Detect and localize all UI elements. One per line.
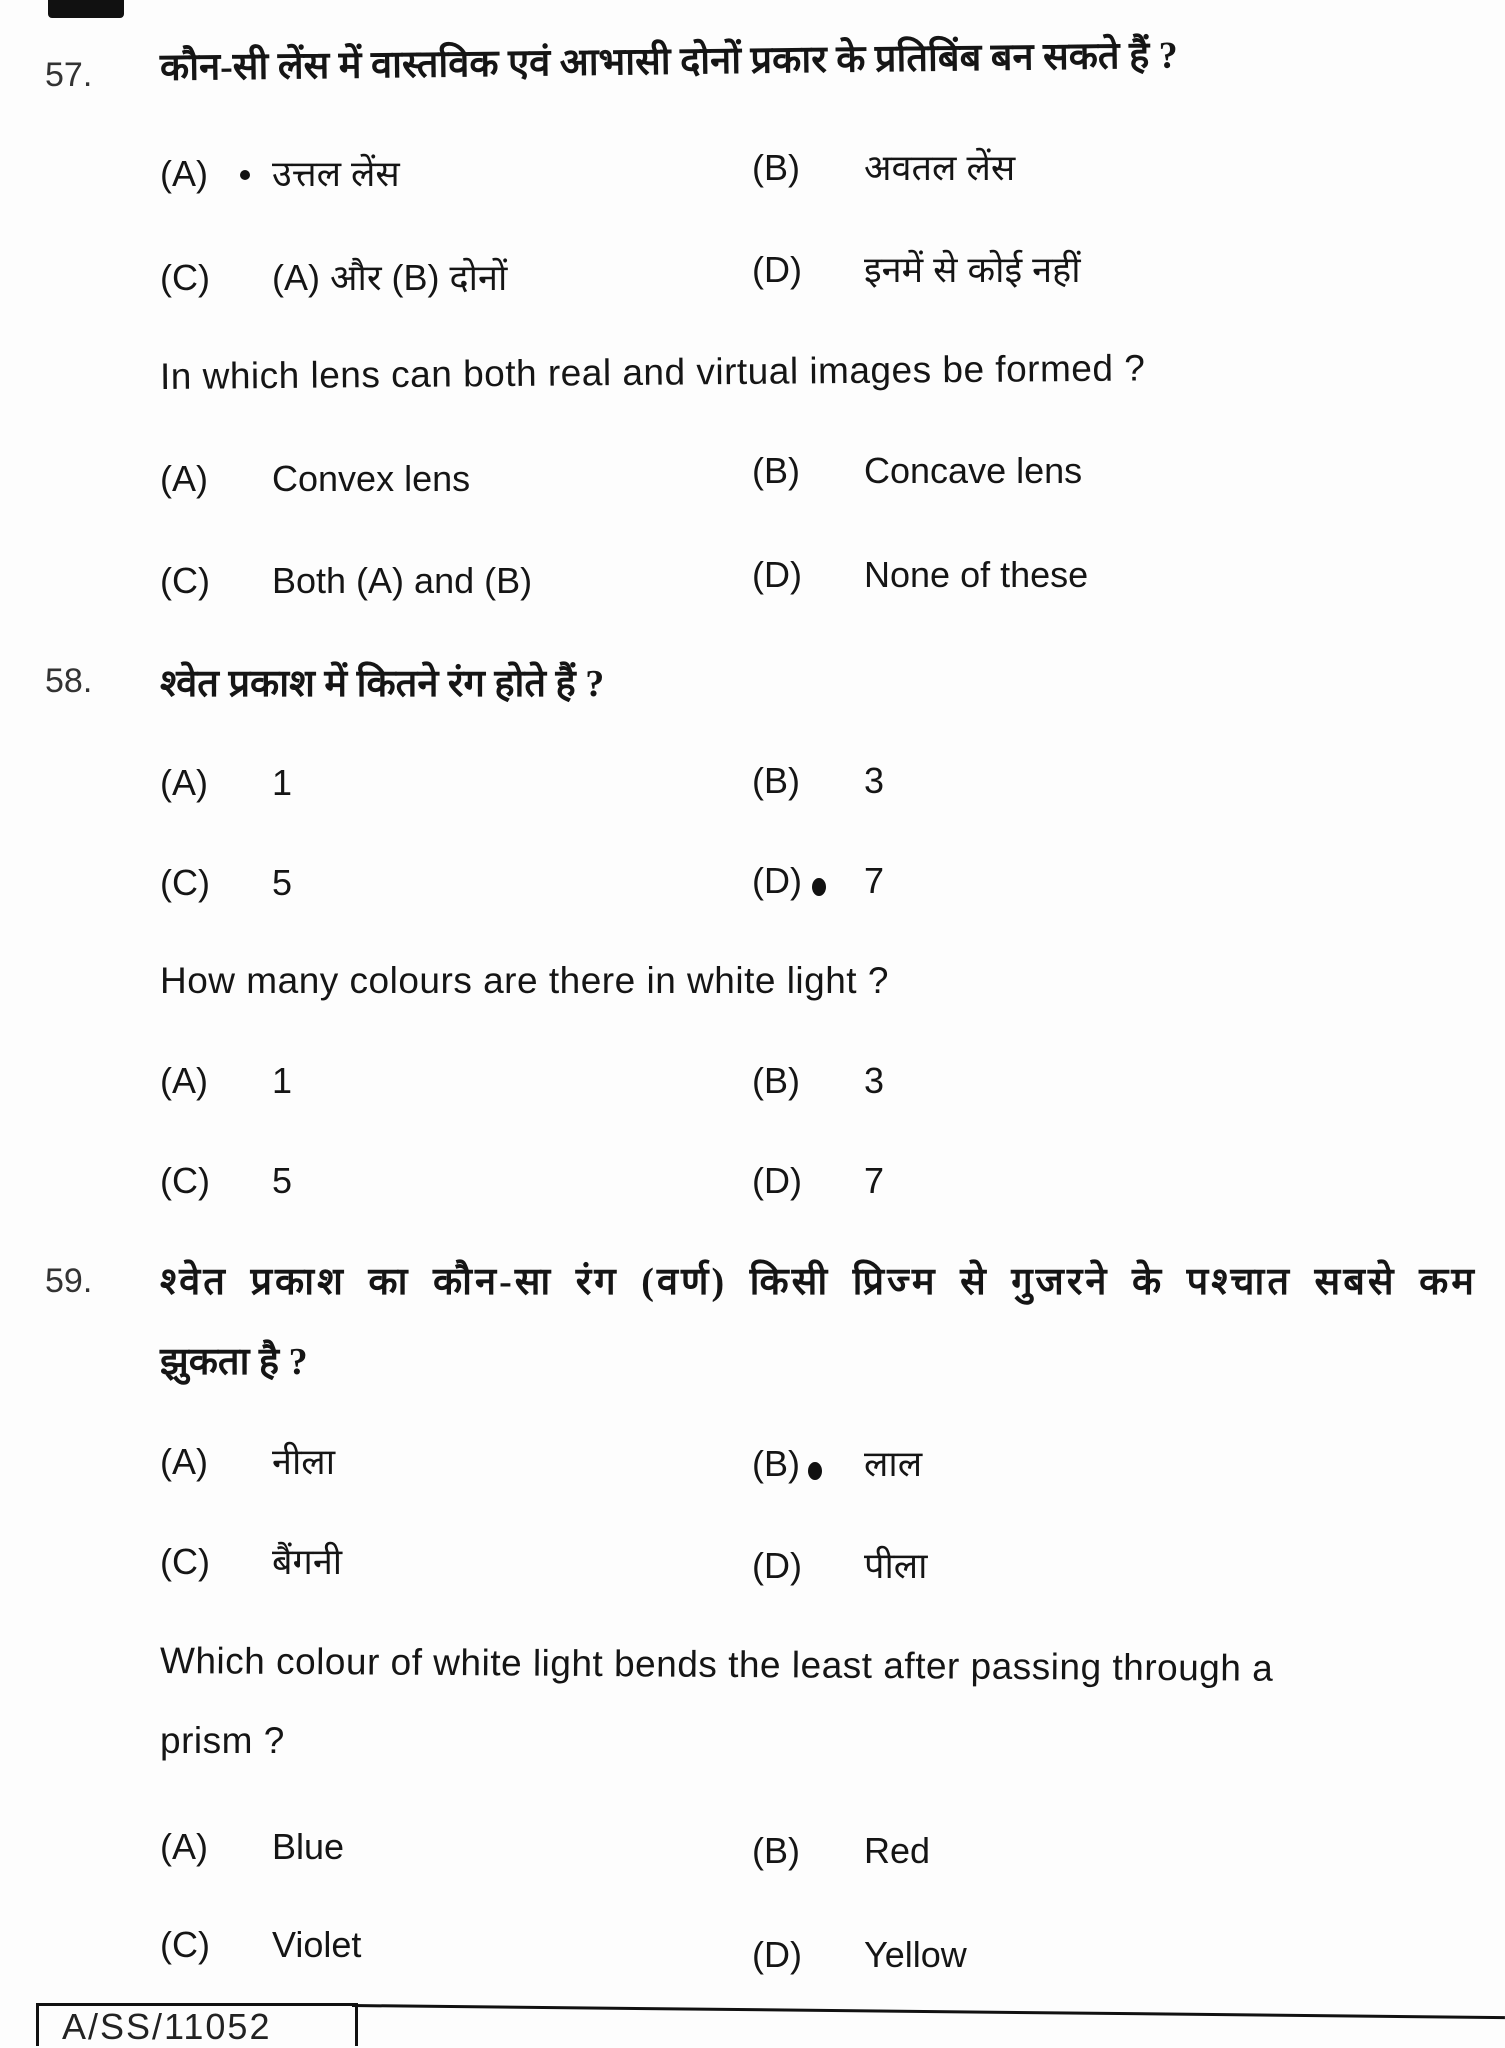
question-stem-english-line2: prism ? bbox=[160, 1720, 285, 1761]
option-d-english[interactable]: (D) None of these bbox=[752, 554, 1089, 595]
question-number: 57. bbox=[45, 56, 93, 94]
question-stem-hindi: श्वेत प्रकाश में कितने रंग होते हैं ? bbox=[160, 663, 605, 705]
option-a-hindi[interactable]: (A) 1 bbox=[160, 762, 293, 803]
footer-rule bbox=[352, 2004, 1505, 2019]
question-number: 59. bbox=[45, 1262, 93, 1300]
question-number: 58. bbox=[45, 662, 93, 700]
answer-mark-icon bbox=[808, 1462, 822, 1480]
option-c-english[interactable]: (C) Violet bbox=[160, 1924, 362, 1965]
option-d-english[interactable]: (D) Yellow bbox=[752, 1934, 967, 1975]
option-b-english[interactable]: (B) Red bbox=[752, 1830, 931, 1871]
option-c-english[interactable]: (C) 5 bbox=[160, 1160, 293, 1201]
question-stem-hindi-line2: झुकता है ? bbox=[160, 1341, 308, 1383]
option-a-english[interactable]: (A) Blue bbox=[160, 1826, 345, 1867]
option-a-hindi[interactable]: (A) नीला bbox=[160, 1441, 336, 1482]
option-d-hindi[interactable]: (D) इनमें से कोई नहीं bbox=[752, 249, 1081, 290]
question-stem-english: How many colours are there in white light ? bbox=[160, 960, 889, 1001]
footer-code: A/SS/11052 bbox=[62, 2006, 272, 2047]
option-d-hindi[interactable]: (D) 7 bbox=[752, 860, 885, 901]
question-stem-english-line1: Which colour of white light bends the least after passing through a bbox=[159, 1640, 1274, 1689]
question-stem-english: In which lens can both real and virtual images be formed ? bbox=[159, 347, 1146, 397]
option-c-hindi[interactable]: (C) 5 bbox=[160, 862, 293, 903]
option-c-english[interactable]: (C) Both (A) and (B) bbox=[160, 560, 533, 601]
option-a-english[interactable]: (A) Convex lens bbox=[160, 458, 471, 499]
option-c-hindi[interactable]: (C) (A) और (B) दोनों bbox=[160, 257, 508, 298]
question-stem-hindi-line1: श्वेत प्रकाश का कौन-सा रंग (वर्ण) किसी प्रिज्म से गुजरने के पश्चात सबसे कम bbox=[160, 1261, 1478, 1303]
option-a-hindi[interactable]: (A) उत्तल लेंस bbox=[160, 153, 400, 194]
option-b-english[interactable]: (B) 3 bbox=[752, 1060, 885, 1101]
option-c-hindi[interactable]: (C) बैंगनी bbox=[160, 1541, 343, 1582]
option-b-hindi[interactable]: (B) अवतल लेंस bbox=[752, 147, 1016, 188]
question-stem-hindi: कौन-सी लेंस में वास्तविक एवं आभासी दोनों प्रकार के प्रतिबिंब बन सकते हैं ? bbox=[159, 34, 1179, 89]
option-b-english[interactable]: (B) Concave lens bbox=[752, 450, 1083, 491]
answer-mark-icon bbox=[812, 878, 826, 896]
option-b-hindi[interactable]: (B) लाल bbox=[752, 1443, 923, 1484]
page-corner-marker bbox=[48, 0, 124, 18]
option-b-hindi[interactable]: (B) 3 bbox=[752, 760, 885, 801]
answer-mark-icon bbox=[240, 170, 250, 180]
option-d-english[interactable]: (D) 7 bbox=[752, 1160, 885, 1201]
option-d-hindi[interactable]: (D) पीला bbox=[752, 1545, 928, 1586]
option-a-english[interactable]: (A) 1 bbox=[160, 1060, 293, 1101]
